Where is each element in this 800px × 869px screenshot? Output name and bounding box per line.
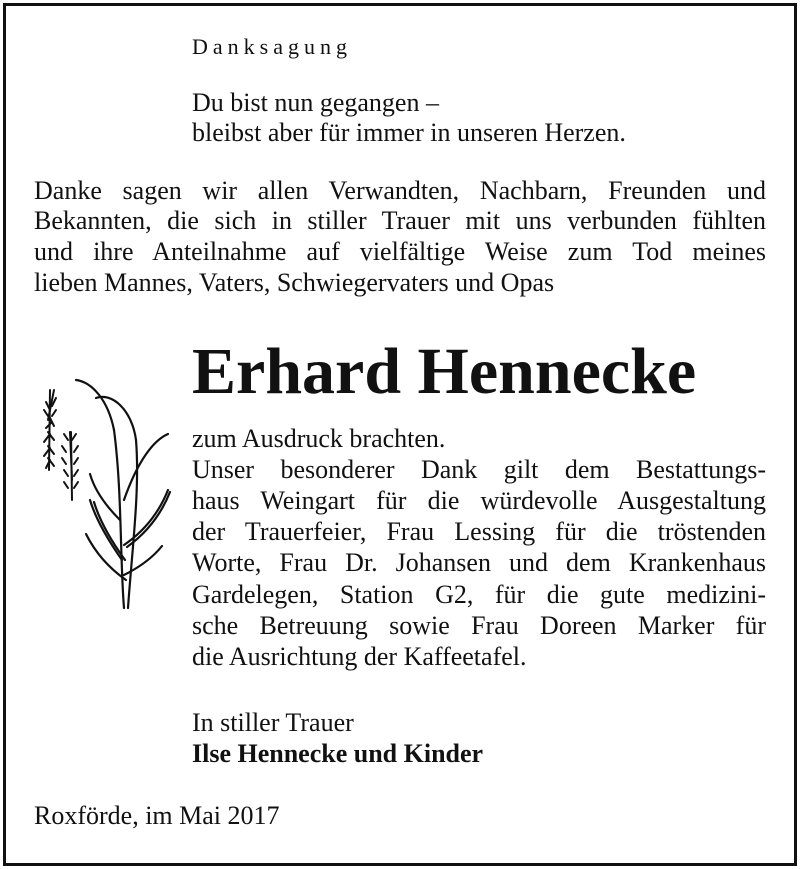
quote-line-1: Du bist nun gegangen –: [192, 88, 439, 117]
wheat-stalks-icon: [28, 370, 188, 610]
place-date: Roxförde, im Mai 2017: [34, 801, 280, 830]
body-line-4: der Trauerfeier, Frau Lessing für die tröstenden: [192, 517, 766, 546]
body-line-6: Gardelegen, Station G2, für die gute medizini-: [192, 580, 766, 609]
body-line-3: haus Weingart für die würdevolle Ausgestaltung: [192, 486, 766, 515]
body-line-1: zum Ausdruck brachten.: [192, 424, 446, 453]
quote-line-2: bleibst aber für immer in unseren Herzen.: [192, 118, 626, 147]
signature: Ilse Hennecke und Kinder: [192, 739, 484, 768]
closing-text: In stiller Trauer: [192, 708, 354, 737]
intro-line-1: Danke sagen wir allen Verwandten, Nachbarn, Freunden und: [34, 176, 766, 205]
body-line-5: Worte, Frau Dr. Johansen und dem Krankenhaus: [192, 548, 766, 577]
intro-line-3: und ihre Anteilnahme auf vielfältige Weise zum Tod meines: [34, 237, 766, 266]
intro-line-4: lieben Mannes, Vaters, Schwiegervaters und Opas: [34, 268, 555, 297]
body-line-7: sche Betreuung sowie Frau Doreen Marker für: [192, 611, 766, 640]
body-line-2: Unser besonderer Dank gilt dem Bestattungs-: [192, 455, 766, 484]
intro-line-2: Bekannten, die sich in stiller Trauer mit uns verbunden fühlten: [34, 206, 766, 235]
notice-heading: Danksagung: [192, 34, 352, 59]
body-line-8: die Ausrichtung der Kaffeetafel.: [192, 642, 527, 671]
deceased-name: Erhard Hennecke: [192, 335, 697, 408]
